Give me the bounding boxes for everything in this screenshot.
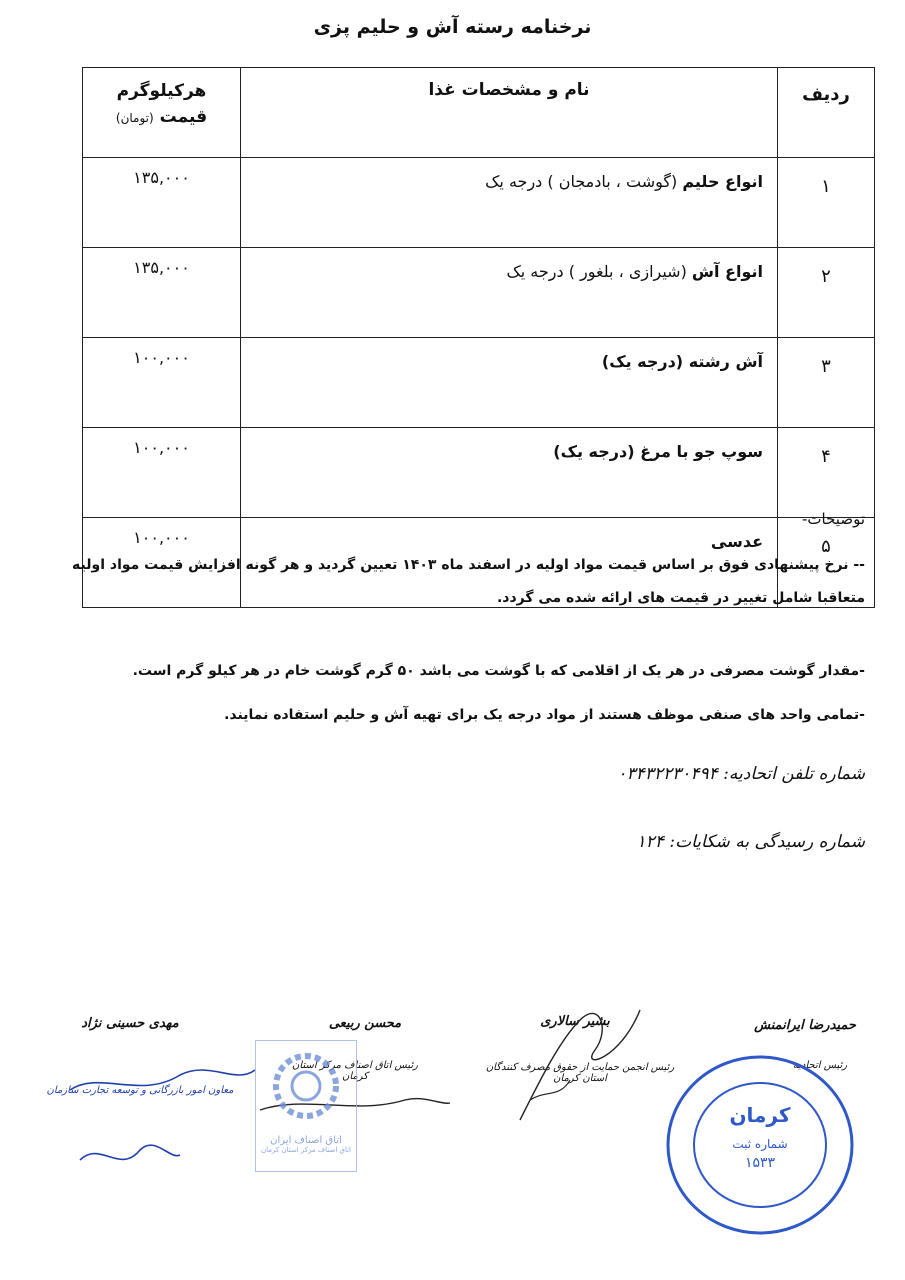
table-row: [83, 248, 875, 338]
note-item: -مقدار گوشت مصرفی در هر یک از اقلامی که با گوشت می باشد ۵۰ گرم گوشت خام در هر کیلو گرم است.: [132, 663, 865, 679]
notes-heading: توضیحات-: [802, 510, 865, 528]
header-price-line1: هرکیلوگرم: [116, 81, 207, 101]
union-stamp: [660, 1045, 860, 1245]
food-price: ۱۰۰,۰۰۰: [83, 428, 241, 518]
header-food-name: نام و مشخصات غذا: [241, 68, 778, 158]
stamp-city: کرمان: [729, 1103, 791, 1127]
price-table: [82, 67, 875, 608]
table-row: [83, 158, 875, 248]
signer-name-4: مهدی حسینی نژاد: [81, 1016, 179, 1031]
header-price-label: قیمت: [159, 107, 208, 127]
food-price: ۱۳۵,۰۰۰: [83, 248, 241, 338]
seal-subtext: اتاق اصناف مرکز استان کرمان: [261, 1146, 351, 1154]
signature-scribble: [70, 1130, 190, 1180]
header-row-number: ردیف: [778, 68, 875, 158]
food-name-main: عدسی: [710, 532, 763, 551]
header-price-line2: [83, 104, 240, 131]
table-row: [83, 428, 875, 518]
food-price: ۱۰۰,۰۰۰: [83, 518, 241, 608]
note-item: -- نرخ پیشنهادی فوق بر اساس قیمت مواد اولیه در اسفند ماه ۱۴۰۳ تعیین گردید و هر گونه افزایش قیمت مواد اولیه متعاقبا شامل تغییر در قیمت های ارائه شده می گردد.: [72, 557, 865, 606]
header-price: [83, 68, 241, 158]
food-price: ۱۰۰,۰۰۰: [83, 338, 241, 428]
food-name-main: انواع حلیم: [682, 172, 763, 191]
food-name: [241, 338, 778, 428]
union-phone: شماره تلفن اتحادیه: ۰۳۴۳۲۲۳۰۴۹۴: [617, 764, 865, 784]
food-name: [241, 158, 778, 248]
table-header-row: [83, 68, 875, 158]
signer-name-1: حمیدرضا ایرانمنش: [754, 1018, 856, 1033]
row-number: ۳: [778, 338, 875, 428]
row-number: ۲: [778, 248, 875, 338]
row-number: ۵: [778, 518, 875, 608]
food-name: [241, 428, 778, 518]
complaint-number: شماره رسیدگی به شکایات: ۱۲۴: [636, 832, 865, 852]
stamp-reg-label: شماره ثبت: [732, 1137, 788, 1151]
page-title: نرخنامه رسته آش و حلیم پزی: [313, 16, 592, 38]
food-name-detail: (گوشت ، بادمجان ) درجه یک: [485, 172, 683, 191]
signer-role-3: رئیس اتاق اصناف مرکز استان کرمان: [292, 1060, 418, 1082]
table-row: [83, 338, 875, 428]
stamp-reg-number: ۱۵۳۳: [744, 1155, 776, 1171]
row-number: ۱: [778, 158, 875, 248]
signer-name-2: بشیر سالاری: [540, 1014, 610, 1029]
signature-scribble: [60, 1050, 260, 1120]
signature-scribble: [500, 980, 660, 1130]
food-name-detail: (شیرازی ، بلغور ) درجه یک: [506, 262, 692, 281]
signer-name-3: محسن ربیعی: [328, 1016, 402, 1031]
food-name-main: انواع آش: [691, 262, 763, 281]
signer-role-1: رئیس اتحادیه: [792, 1060, 848, 1071]
food-name: [241, 248, 778, 338]
guild-seal: [255, 1040, 357, 1172]
row-number: ۴: [778, 428, 875, 518]
food-price: ۱۳۵,۰۰۰: [83, 158, 241, 248]
signer-role-2: رئیس انجمن حمایت از حقوق مصرف کنندگان استان کرمان: [485, 1062, 675, 1084]
seal-emblem-icon: [256, 1041, 356, 1131]
food-name-main: سوپ جو با مرغ (درجه یک): [553, 442, 763, 461]
header-price-unit: (تومان): [115, 111, 154, 125]
signer-role-4: معاون امور بازرگانی و توسعه تجارت سازمان: [46, 1085, 234, 1096]
food-name-main: آش رشته (درجه یک): [601, 352, 763, 371]
seal-text: اتاق اصناف ایران: [270, 1135, 342, 1146]
note-item: -تمامی واحد های صنفی موظف هستند از مواد درجه یک برای تهیه آش و حلیم استفاده نمایند.: [224, 707, 865, 723]
